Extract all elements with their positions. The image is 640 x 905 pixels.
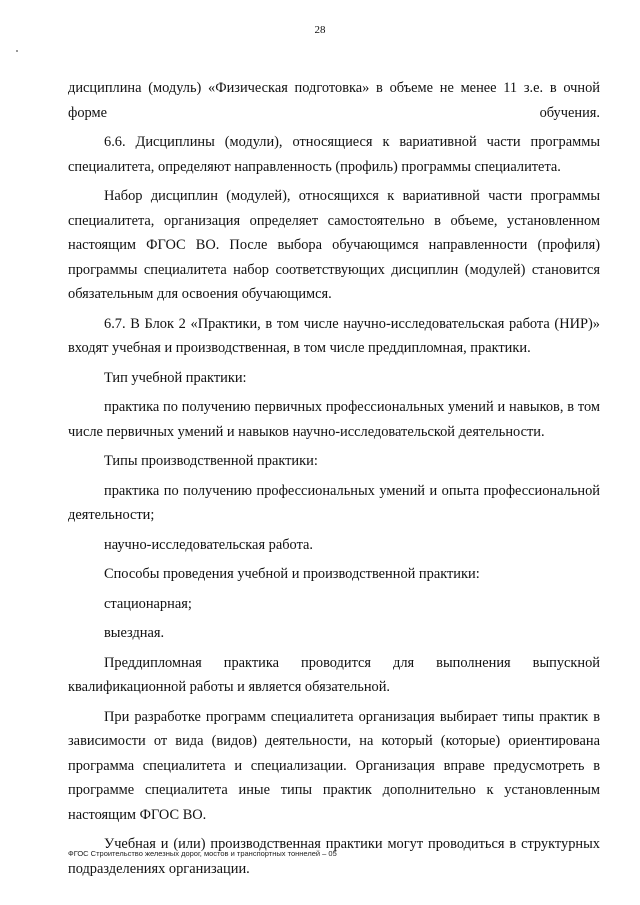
paragraph-study-practice-type: Тип учебной практики: <box>104 369 247 386</box>
paragraph-structural-units: Учебная и (или) производственная практики могут проводиться в структурных подразделениях организации. <box>68 836 600 877</box>
paragraph-practice-methods: Способы проведения учебной и производственной практики: <box>104 566 480 582</box>
paragraph-professional-practice: практика по получению профессиональных умений и опыта профессиональной деятельности; <box>68 482 600 523</box>
paragraph-production-practice-types: Типы производственной практики: <box>104 453 318 469</box>
paragraph-variative-set: Набор дисциплин (модулей), относящихся к вариативной части программы специалитета, организация определяет самостоятельно в объеме, установленном настоящим ФГОС ВО. После выбора обучающимся направленности (профиля) программы специалитета набор соответствующих дисциплин (модулей) становится обязательным для освоения обучающимся. <box>68 188 600 302</box>
paragraph-6-7: 6.7. В Блок 2 «Практики, в том числе научно-исследовательская работа (НИР)» входят учебная и производственная, в том числе преддипломная, практики. <box>68 315 600 356</box>
document-footer: ФГОС Строительство железных дорог, мостов и транспортных тоннелей – 05 <box>68 849 337 858</box>
paragraph-research-work: научно-исследовательская работа. <box>104 536 314 553</box>
paragraph-field: выездная. <box>104 625 165 641</box>
scan-speck <box>16 50 18 52</box>
document-body <box>68 76 600 881</box>
paragraph-study-practice-desc: практика по получению первичных профессиональных умений и навыков, в том числе первичных умений и навыков научно-исследовательской деятельности. <box>68 399 600 440</box>
paragraph-6-6: 6.6. Дисциплины (модули), относящиеся к вариативной части программы специалитета, определяют направленность (профиль) программы специалитета. <box>68 134 600 175</box>
paragraph-stationary: стационарная; <box>104 595 192 612</box>
paragraph-program-development: При разработке программ специалитета организация выбирает типы практик в зависимости от вида (видов) деятельности, на который (которые) ориентирована программа специалитета и специализации. Организация вправе предусмотреть в программе специалитета иные типы практик дополнительно к установленным настоящим ФГОС ВО. <box>68 708 600 823</box>
paragraph-continuation: дисциплина (модуль) «Физическая подготовка» в объеме не менее 11 з.е. в очной форме обучения. <box>68 80 600 121</box>
page-number: 28 <box>314 24 326 36</box>
paragraph-pre-diploma: Преддипломная практика проводится для выполнения выпускной квалификационной работы и является обязательной. <box>68 654 600 695</box>
